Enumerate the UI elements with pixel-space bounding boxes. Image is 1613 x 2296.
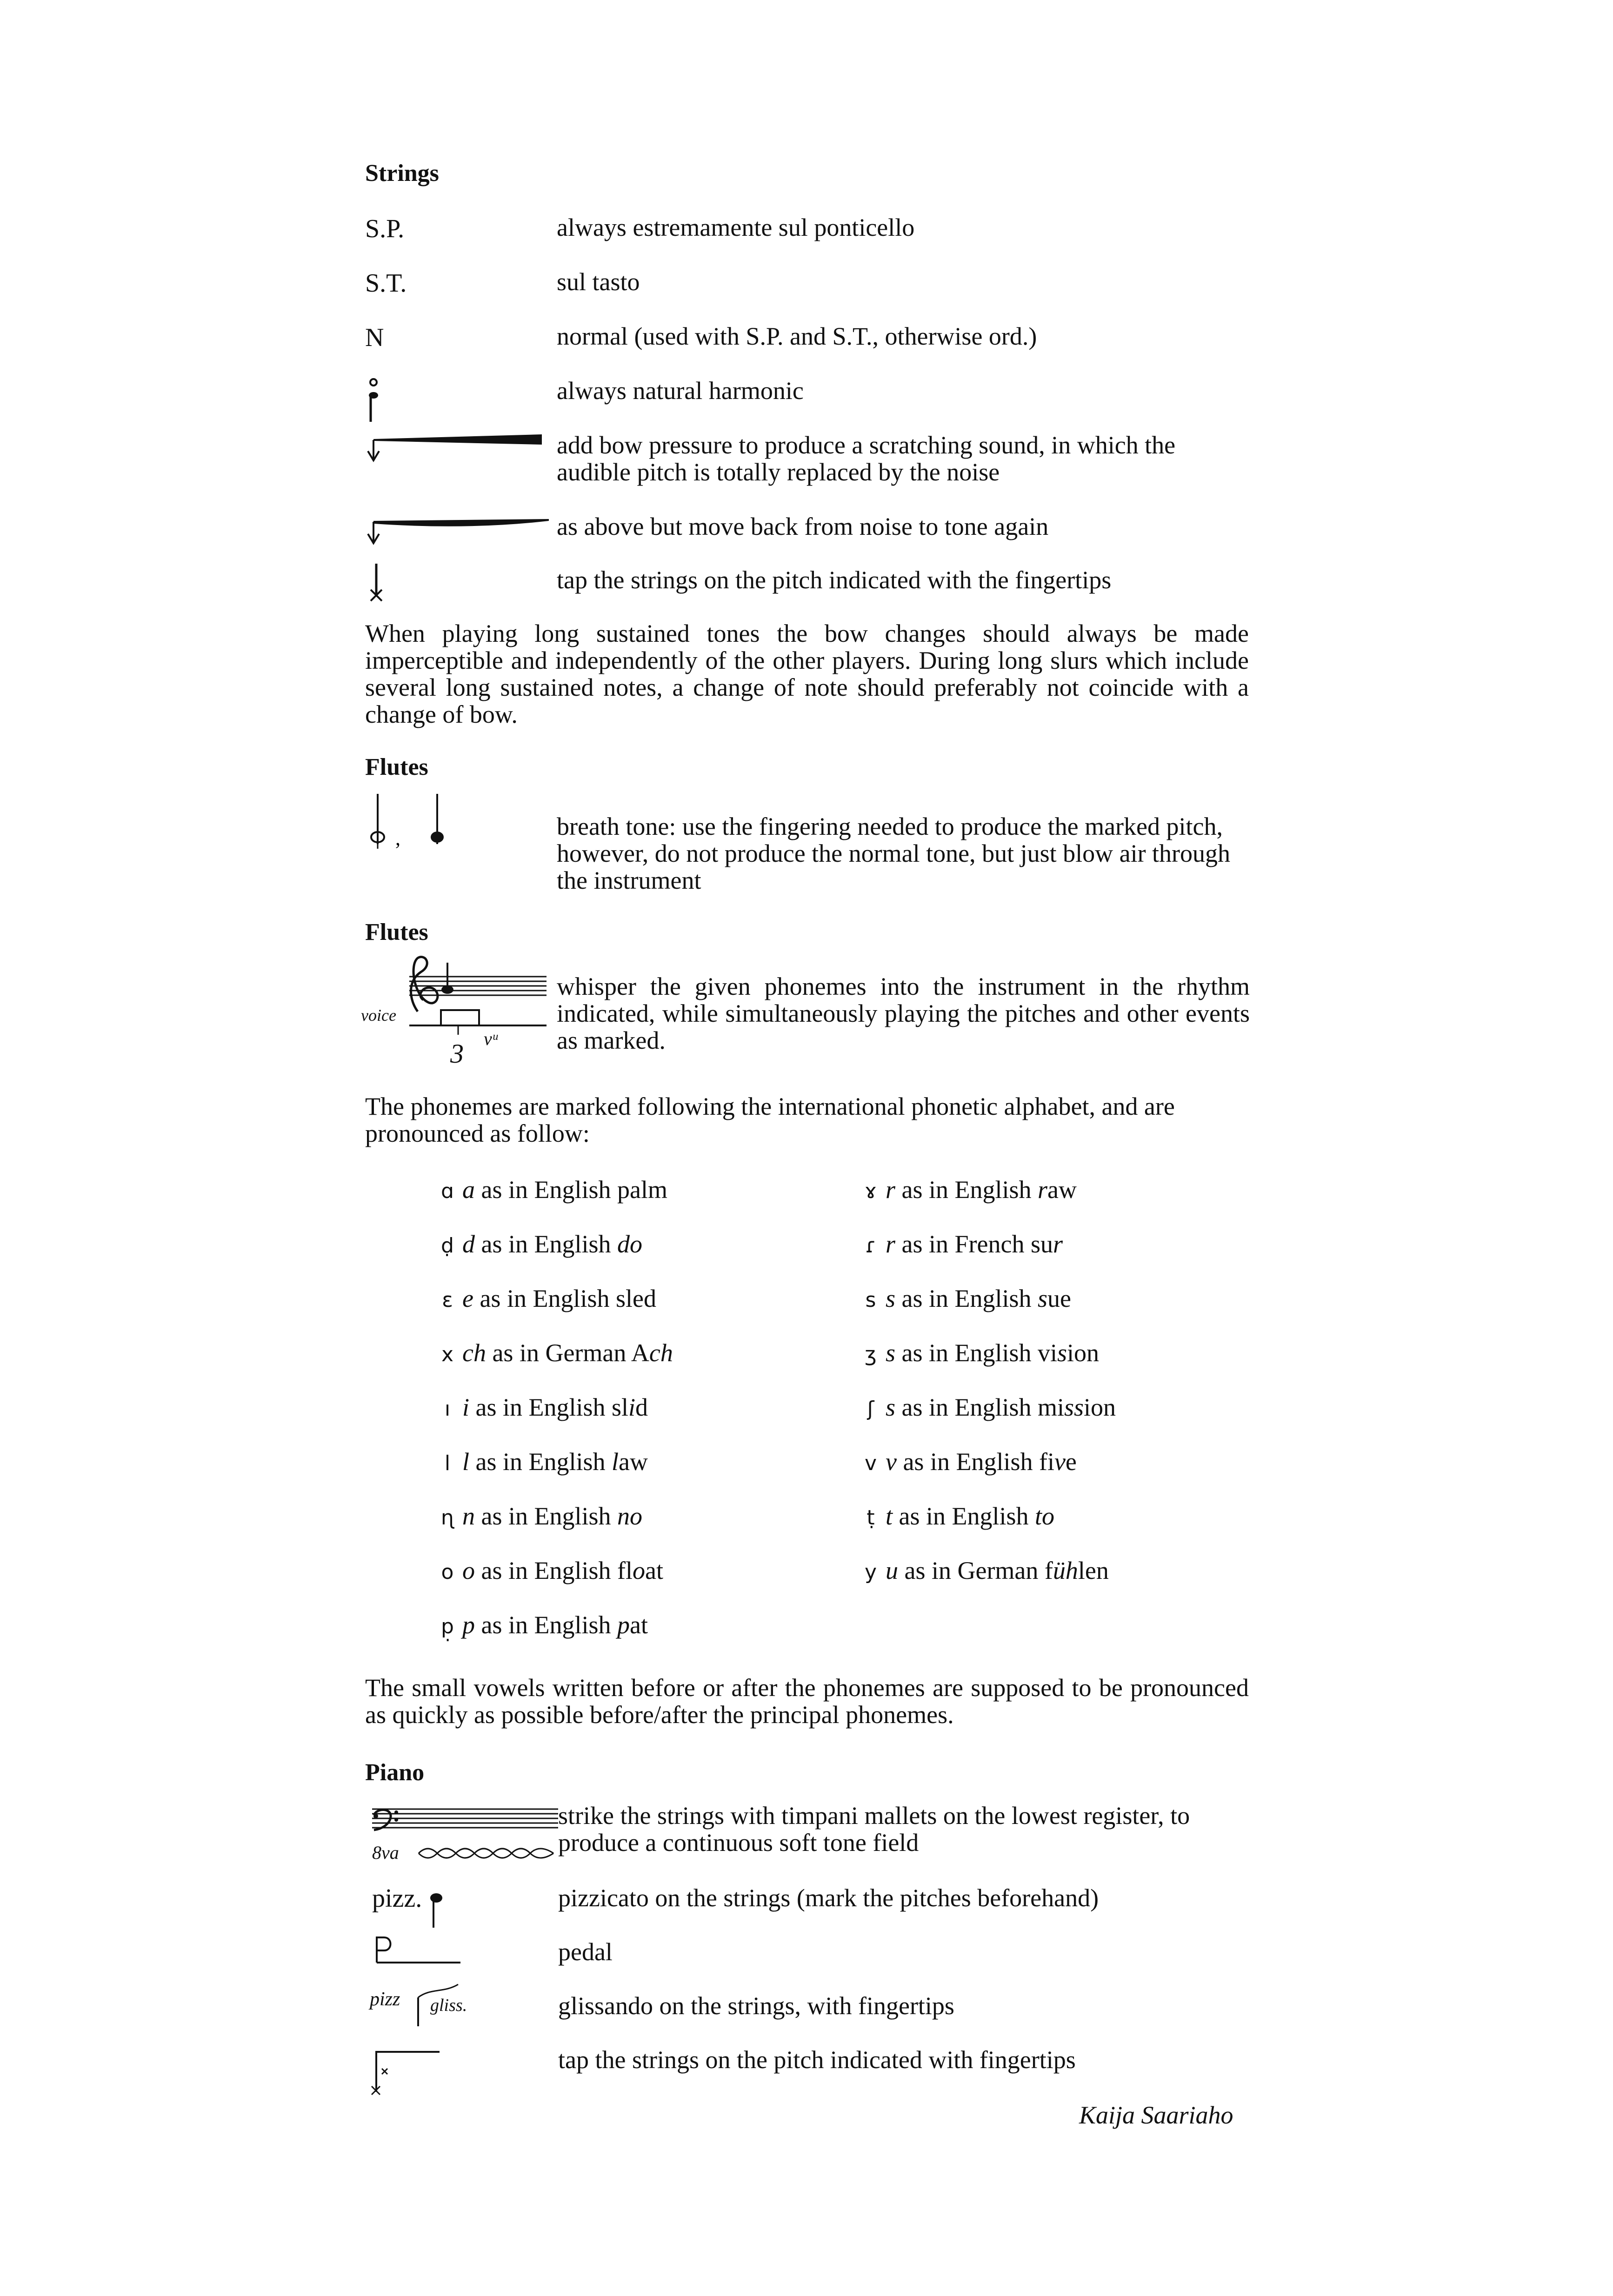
breath-tone-text: breath tone: use the fingering needed to produce the marked pitch, however, do not produce the normal tone, but just blow air through the instrument <box>557 812 1231 894</box>
phoneme-letter: d <box>462 1230 475 1258</box>
pedal-text: pedal <box>558 1938 613 1966</box>
pedal-mark-icon <box>372 1934 465 1971</box>
phoneme-letter: v <box>886 1448 897 1476</box>
phoneme-em: do <box>617 1230 642 1258</box>
phoneme-pre: as in English vi <box>895 1339 1058 1367</box>
phoneme-item <box>433 1502 673 1556</box>
phoneme-symbol: ṭ <box>866 1506 875 1530</box>
phoneme-symbol: y <box>864 1560 877 1584</box>
phoneme-post: ue <box>1047 1284 1071 1312</box>
phoneme-symbol: ɤ <box>864 1179 877 1203</box>
phoneme-letter: r <box>886 1176 896 1204</box>
breath-tone-notes-icon <box>367 793 460 853</box>
phoneme-item <box>856 1338 1116 1393</box>
phoneme-letter: s <box>886 1339 896 1367</box>
phoneme-symbol: ɛ <box>442 1288 453 1312</box>
phoneme-pre: as in English fl <box>475 1557 633 1584</box>
phoneme-post: at <box>630 1611 648 1639</box>
phoneme-item <box>856 1447 1116 1502</box>
phoneme-item <box>856 1502 1116 1556</box>
phoneme-post: at <box>645 1557 663 1584</box>
phoneme-pre: as in English <box>893 1502 1035 1530</box>
phoneme-symbol: ʒ <box>865 1343 877 1366</box>
phoneme-symbol: ḍ <box>441 1234 454 1258</box>
pizz-label: pizz. <box>372 1884 422 1913</box>
phoneme-post: aw <box>619 1448 648 1476</box>
phoneme-letter: r <box>886 1230 896 1258</box>
phoneme-symbol: v <box>864 1451 877 1475</box>
phoneme-item <box>433 1447 673 1502</box>
phoneme-symbol: ı <box>444 1397 451 1421</box>
phoneme-letter: t <box>886 1502 893 1530</box>
phoneme-em: r <box>1053 1230 1063 1258</box>
phoneme-symbol: ʃ <box>867 1397 874 1421</box>
phoneme-post: ed <box>632 1284 656 1312</box>
phoneme-post: len <box>1078 1557 1109 1584</box>
triplet-label: 3 <box>450 1038 464 1069</box>
whisper-text: whisper the given phonemes into the instrument in the rhythm indicated, while simultaneously playing the pitches and other events as marked. <box>557 972 1250 1054</box>
phoneme-item <box>856 1175 1116 1230</box>
phoneme-em: l <box>612 1448 619 1476</box>
phoneme-symbol: ɳ <box>440 1506 454 1530</box>
phoneme-item <box>433 1284 673 1338</box>
phoneme-letter: n <box>462 1502 475 1530</box>
phoneme-pre: as in English <box>895 1176 1038 1204</box>
phoneme-em: o <box>632 1557 645 1584</box>
phoneme-em: v <box>1054 1448 1066 1476</box>
bow-pressure-return-icon <box>365 515 551 552</box>
phoneme-item <box>856 1393 1116 1447</box>
phoneme-em: s <box>1038 1284 1048 1312</box>
strings-paragraph: When playing long sustained tones the bow changes should always be made imperceptible and independently of the other players. During long slurs which include several long sustained notes, a change of note should preferably not coincide with a change of bow. <box>365 619 1249 728</box>
tap-bracket-icon <box>370 2047 444 2098</box>
phoneme-item <box>433 1556 673 1611</box>
phoneme-item <box>433 1393 673 1447</box>
phoneme-post: aw <box>1047 1176 1077 1204</box>
phoneme-symbol: l <box>444 1451 451 1475</box>
phoneme-letter: a <box>462 1176 475 1204</box>
phoneme-pre: as in German f <box>898 1557 1053 1584</box>
phoneme-symbol: p̣ <box>441 1615 454 1638</box>
phoneme-symbol: o <box>441 1560 454 1584</box>
phoneme-letter: e <box>462 1284 473 1312</box>
phoneme-pre: as in English <box>475 1230 617 1258</box>
phoneme-em: i <box>628 1393 636 1421</box>
phoneme-symbol: ɾ <box>865 1234 876 1258</box>
phoneme-item <box>433 1175 673 1230</box>
mallet-text: strike the strings with timpani mallets on the lowest register, to produce a continuous soft tone field <box>558 1802 1190 1857</box>
phoneme-em: s <box>1057 1339 1067 1367</box>
phonemes-outro: The small vowels written before or after the phonemes are supposed to be pronounced as quickly as possible before/after the principal phonemes. <box>365 1674 1249 1729</box>
phoneme-letter: l <box>462 1448 470 1476</box>
phoneme-list-left <box>433 1175 673 1665</box>
phoneme-pre: as in English sl <box>473 1284 633 1312</box>
harmonic-text: always natural harmonic <box>557 377 804 405</box>
phoneme-pre: as in English <box>895 1284 1038 1312</box>
svg-text:,: , <box>395 827 400 850</box>
phoneme-item <box>433 1611 673 1665</box>
flutes-heading-2: Flutes <box>365 919 428 945</box>
phoneme-letter: i <box>462 1393 470 1421</box>
pizzicato-text: pizzicato on the strings (mark the pitches beforehand) <box>558 1884 1099 1912</box>
glissando-text: glissando on the strings, with fingertips <box>558 1992 954 2020</box>
harmonic-note-icon <box>367 378 386 424</box>
phoneme-post: alm <box>630 1176 667 1204</box>
phoneme-letter: p <box>462 1611 475 1639</box>
phoneme-pre: as in German A <box>486 1339 649 1367</box>
phoneme-pre: as in French su <box>895 1230 1053 1258</box>
n-label: N <box>365 323 384 352</box>
bow-pressure-text: add bow pressure to produce a scratching sound, in which the audible pitch is totally replaced by the noise <box>557 431 1176 486</box>
n-text: normal (used with S.P. and S.T., otherwise ord.) <box>557 322 1037 350</box>
ottava-label: 8va <box>372 1842 399 1863</box>
phoneme-post: ion <box>1084 1393 1116 1421</box>
phoneme-item <box>856 1556 1116 1611</box>
phoneme-pre: as in English fi <box>896 1448 1054 1476</box>
phoneme-post: ion <box>1067 1339 1100 1367</box>
phoneme-symbol: s <box>865 1288 876 1312</box>
phoneme-post: d <box>635 1393 648 1421</box>
pizzicato-note-icon <box>428 1890 447 1932</box>
phoneme-item <box>856 1230 1116 1284</box>
phoneme-em: ss <box>1064 1393 1084 1421</box>
flutes-heading-1: Flutes <box>365 754 428 780</box>
phoneme-em: no <box>617 1502 642 1530</box>
signature: Kaija Saariaho <box>1079 2101 1233 2129</box>
phoneme-em: ch <box>649 1339 673 1367</box>
phoneme-post: e <box>1065 1448 1077 1476</box>
st-label: S.T. <box>365 269 407 298</box>
phoneme-symbol: ɑ <box>441 1179 454 1203</box>
phoneme-pre: as in English <box>469 1448 612 1476</box>
phoneme-pre: as in English <box>475 1611 617 1639</box>
phoneme-pre: as in English p <box>475 1176 630 1204</box>
sp-label: S.P. <box>365 214 405 243</box>
phoneme-letter: o <box>462 1557 475 1584</box>
phoneme-pre: as in English mi <box>895 1393 1065 1421</box>
bow-return-text: as above but move back from noise to tone again <box>557 512 1049 540</box>
phoneme-item <box>433 1230 673 1284</box>
phoneme-em: üh <box>1053 1557 1078 1584</box>
tap-fingertips-text: tap the strings on the pitch indicated with fingertips <box>558 2046 1076 2074</box>
phoneme-letter: s <box>886 1393 896 1421</box>
phoneme-em: to <box>1035 1502 1055 1530</box>
sp-text: always estremamente sul ponticello <box>557 213 915 241</box>
phoneme-item <box>856 1284 1116 1338</box>
phoneme-em: r <box>1038 1176 1048 1204</box>
phoneme-letter: u <box>886 1557 898 1584</box>
phoneme-letter: ch <box>462 1339 486 1367</box>
phoneme-pre: as in English <box>475 1502 617 1530</box>
phoneme-item <box>433 1338 673 1393</box>
phoneme-letter: s <box>886 1284 896 1312</box>
phoneme-list-right <box>856 1175 1116 1611</box>
gliss-label: gliss. <box>430 1996 467 2015</box>
phoneme-symbol: x <box>441 1343 454 1366</box>
strings-heading: Strings <box>365 160 439 186</box>
st-text: sul tasto <box>557 268 640 296</box>
phoneme-pre: as in English sl <box>469 1393 629 1421</box>
piano-heading: Piano <box>365 1759 425 1786</box>
phonemes-intro: The phonemes are marked following the international phonetic alphabet, and are pronounced as follow: <box>365 1092 1175 1147</box>
phoneme-em: p <box>617 1611 630 1639</box>
voice-label: voice <box>361 1006 396 1025</box>
voice-phoneme-label: vᵘ <box>484 1028 498 1049</box>
bow-pressure-wedge-icon <box>365 433 547 470</box>
tap-note-icon <box>370 563 388 605</box>
gliss-pizz-label: pizz <box>370 1989 400 2010</box>
tap-text: tap the strings on the pitch indicated with the fingertips <box>557 566 1112 594</box>
